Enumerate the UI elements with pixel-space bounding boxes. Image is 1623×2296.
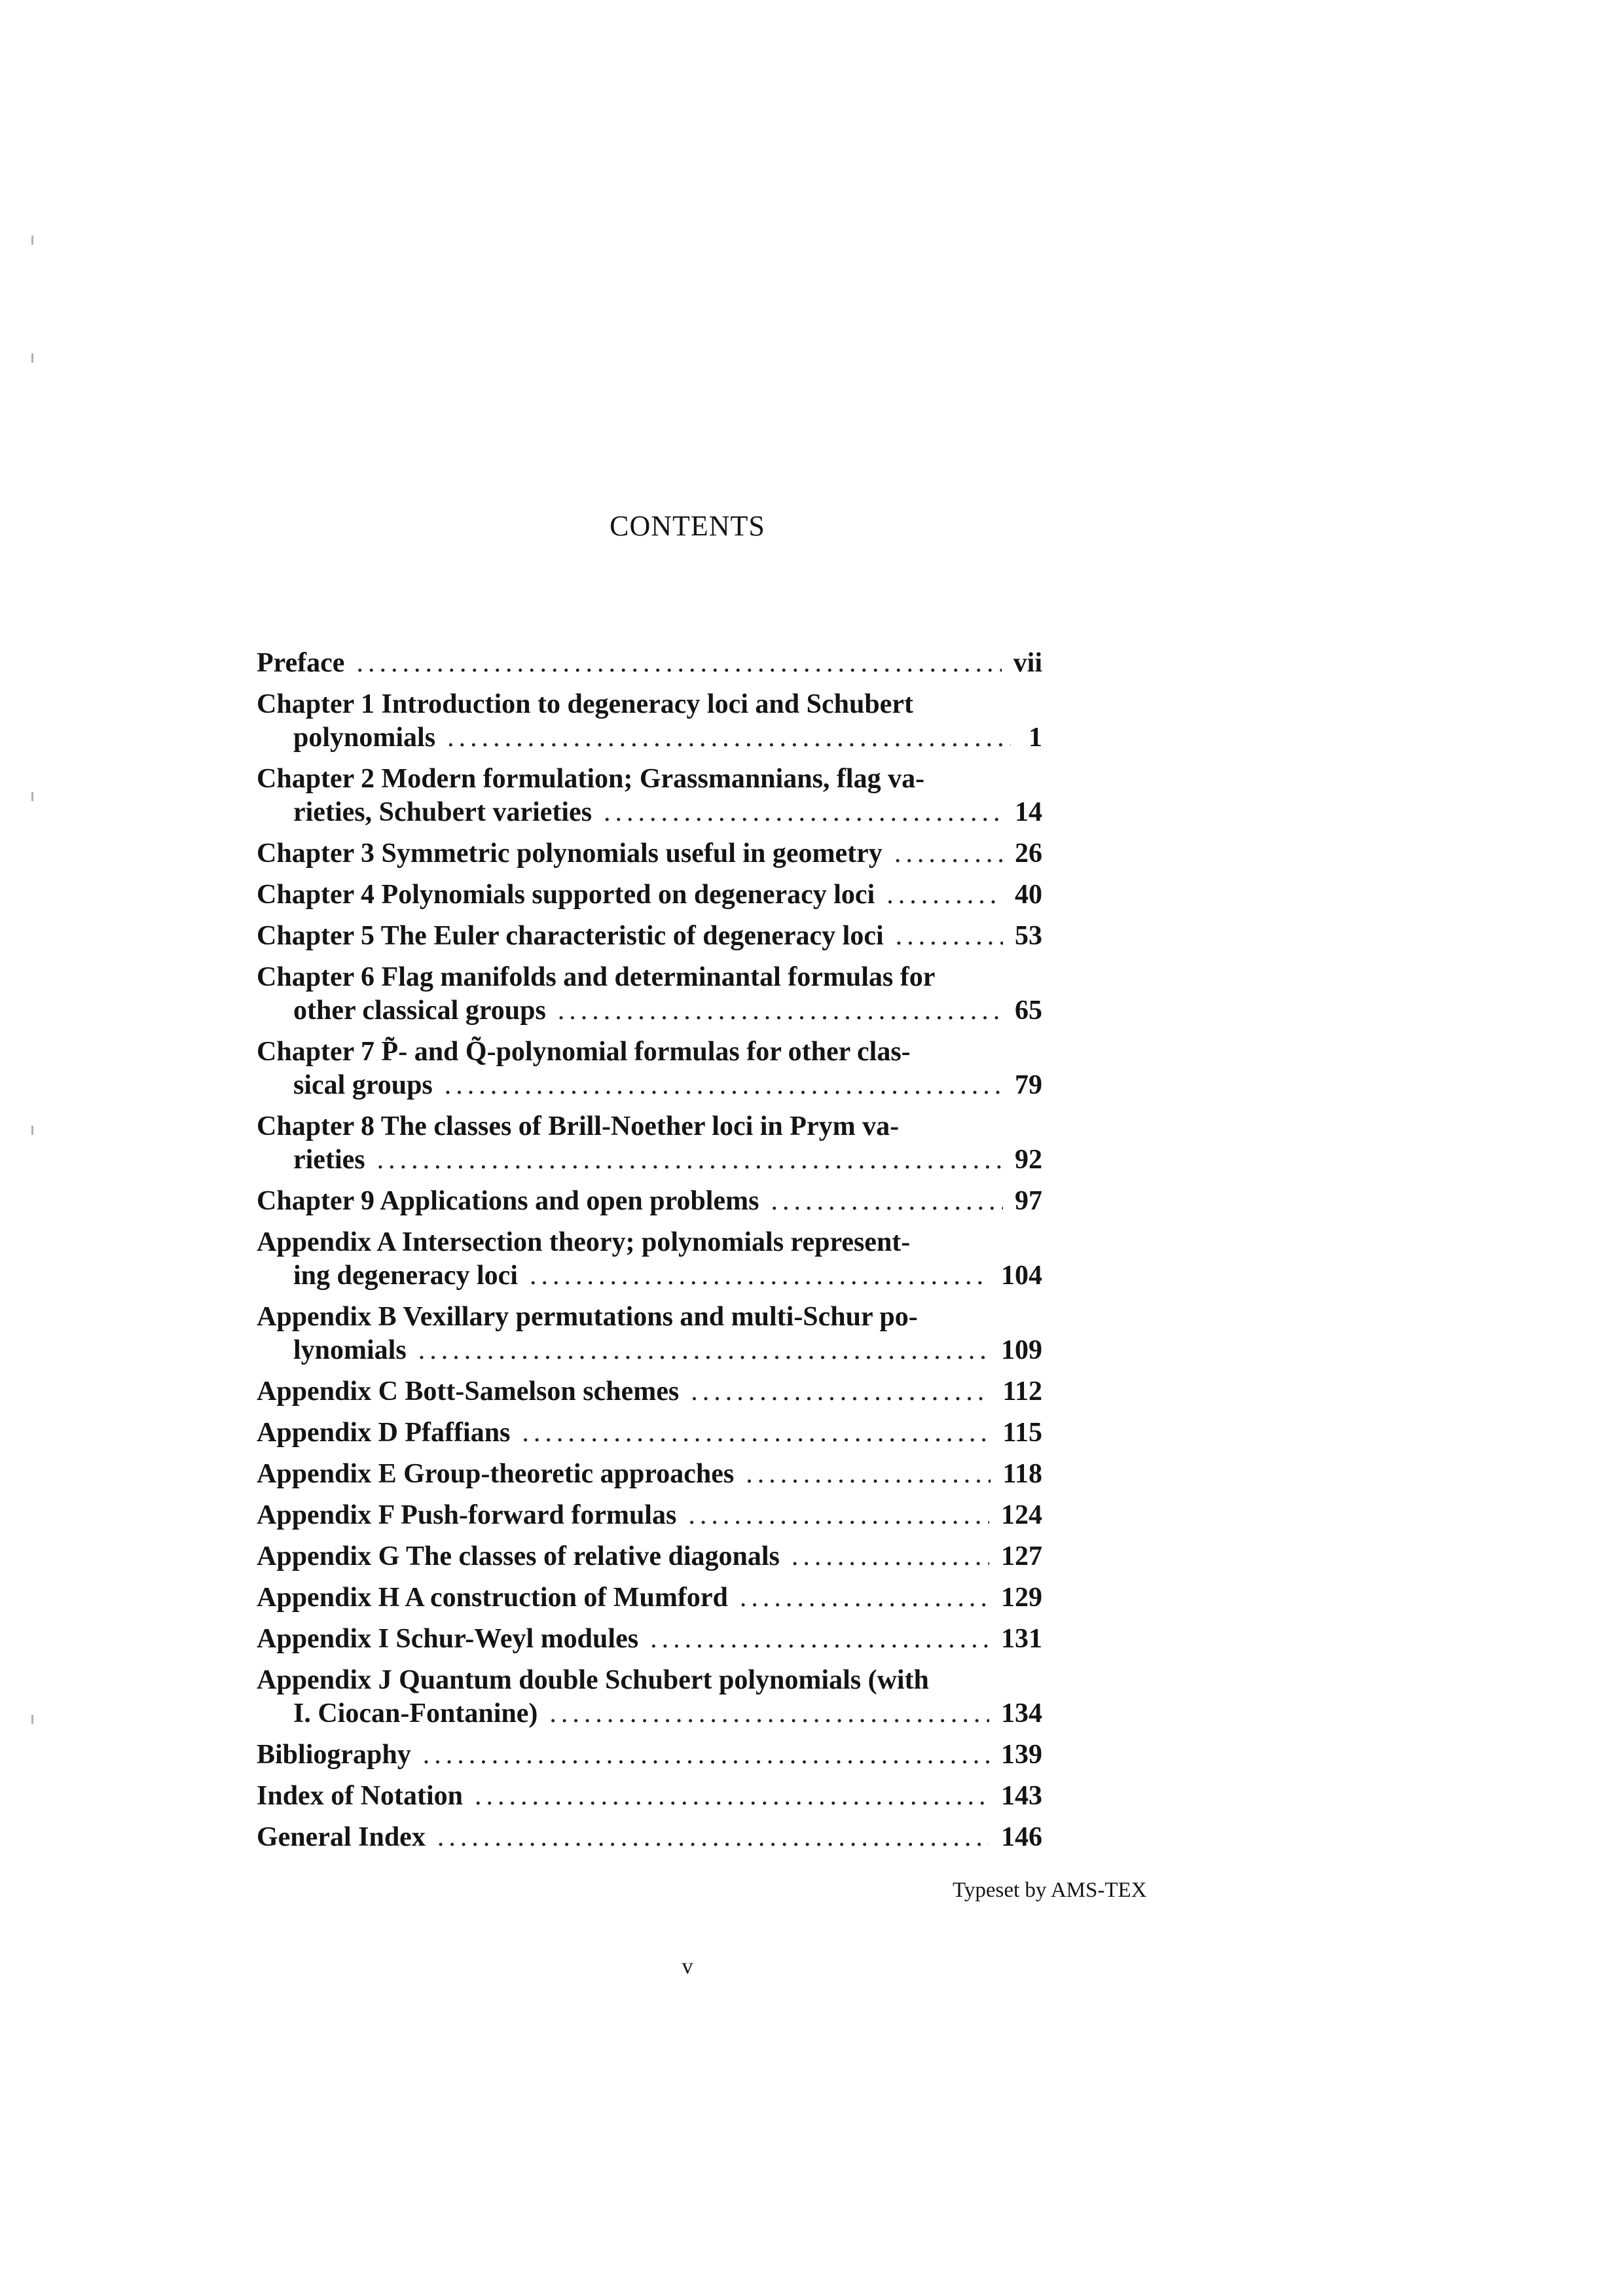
toc-entry-page: 26 bbox=[1015, 838, 1042, 869]
toc-entry bbox=[257, 1300, 1042, 1367]
dot-leader bbox=[792, 1540, 989, 1573]
toc-entry-page: 40 bbox=[1015, 880, 1042, 910]
toc-entry-page: 124 bbox=[1001, 1500, 1042, 1530]
toc-entry-page: 143 bbox=[1001, 1781, 1042, 1811]
toc-entry-page: 118 bbox=[1002, 1459, 1042, 1489]
toc-entry-title: Appendix I Schur-Weyl modules bbox=[257, 1624, 639, 1654]
toc-entry bbox=[257, 878, 1042, 912]
toc-entry-title: Index of Notation bbox=[257, 1781, 464, 1811]
toc-entry bbox=[257, 1499, 1042, 1532]
toc-entry-page: 97 bbox=[1015, 1186, 1042, 1216]
dot-leader bbox=[896, 920, 1003, 953]
toc-entry-page: 104 bbox=[1001, 1261, 1042, 1291]
toc-entry-title: Appendix J Quantum double Schubert polynomials (with bbox=[257, 1665, 929, 1695]
toc-entry-title: Appendix H A construction of Mumford bbox=[257, 1583, 728, 1613]
toc-entry-title: Appendix D Pfaffians bbox=[257, 1418, 511, 1448]
toc-entry-title-continuation: I. Ciocan-Fontanine) bbox=[293, 1698, 538, 1729]
toc-entry-title: Chapter 8 The classes of Brill-Noether loci in Prym va- bbox=[257, 1111, 900, 1141]
toc-entry-page: 115 bbox=[1002, 1418, 1042, 1448]
dot-leader bbox=[377, 1143, 1003, 1177]
toc-entry-title-continuation: ing degeneracy loci bbox=[293, 1261, 518, 1291]
toc-entry-title: Chapter 5 The Euler characteristic of degeneracy loci bbox=[257, 921, 884, 951]
typeset-colophon: Typeset by AMS-TEX bbox=[953, 1878, 1147, 1902]
toc-entry-title: Appendix B Vexillary permutations and multi-Schur po- bbox=[257, 1302, 918, 1332]
toc-entry bbox=[257, 1416, 1042, 1450]
toc-entry bbox=[257, 1185, 1042, 1218]
dot-leader bbox=[418, 1334, 989, 1367]
toc-entry bbox=[257, 1581, 1042, 1615]
toc-entry-page: 127 bbox=[1001, 1541, 1042, 1571]
toc-entry bbox=[257, 1821, 1042, 1854]
toc-entry-title: Chapter 2 Modern formulation; Grassmannians, flag va- bbox=[257, 764, 925, 794]
toc-entry bbox=[257, 837, 1042, 870]
toc-entry bbox=[257, 1458, 1042, 1491]
toc-entry-title: General Index bbox=[257, 1822, 426, 1852]
toc-entry-page: 129 bbox=[1001, 1583, 1042, 1613]
toc-entry-title-continuation: other classical groups bbox=[293, 996, 546, 1026]
dot-leader bbox=[530, 1259, 989, 1293]
table-of-contents bbox=[257, 647, 1042, 1862]
dot-leader bbox=[650, 1623, 989, 1656]
toc-entry bbox=[257, 1110, 1042, 1177]
toc-entry bbox=[257, 1540, 1042, 1573]
toc-entry-page: 14 bbox=[1015, 797, 1042, 827]
toc-entry bbox=[257, 1664, 1042, 1731]
dot-leader bbox=[558, 994, 1003, 1028]
dot-leader bbox=[549, 1697, 989, 1731]
toc-entry bbox=[257, 647, 1042, 680]
page-number: v bbox=[682, 1954, 693, 1979]
dot-leader bbox=[886, 878, 1003, 912]
dot-leader bbox=[423, 1738, 989, 1772]
toc-entry-page: 139 bbox=[1001, 1740, 1042, 1770]
toc-entry-title: Appendix F Push-forward formulas bbox=[257, 1500, 677, 1530]
toc-entry bbox=[257, 1375, 1042, 1408]
toc-entry bbox=[257, 1780, 1042, 1813]
toc-entry-title-continuation: polynomials bbox=[293, 723, 436, 753]
toc-entry-title: Appendix E Group-theoretic approaches bbox=[257, 1459, 735, 1489]
toc-entry-page: 53 bbox=[1015, 921, 1042, 951]
toc-entry bbox=[257, 920, 1042, 953]
dot-leader bbox=[894, 837, 1003, 870]
toc-entry-title: Chapter 4 Polynomials supported on degeneracy loci bbox=[257, 880, 875, 910]
toc-entry bbox=[257, 688, 1042, 755]
toc-entry-title: Chapter 1 Introduction to degeneracy loci and Schubert bbox=[257, 689, 913, 719]
toc-entry-title-continuation: sical groups bbox=[293, 1070, 433, 1100]
toc-entry bbox=[257, 1738, 1042, 1772]
toc-entry-title: Chapter 3 Symmetric polynomials useful in geometry bbox=[257, 838, 883, 869]
toc-entry-page: 131 bbox=[1001, 1624, 1042, 1654]
dot-leader bbox=[746, 1458, 991, 1491]
toc-entry-page: vii bbox=[1013, 648, 1042, 678]
toc-entry bbox=[257, 1035, 1042, 1102]
toc-entry-title-continuation: rieties, Schubert varieties bbox=[293, 797, 593, 827]
toc-entry-title: Chapter 9 Applications and open problems bbox=[257, 1186, 759, 1216]
toc-entry-title-continuation: lynomials bbox=[293, 1335, 407, 1365]
dot-leader bbox=[475, 1780, 989, 1813]
toc-entry bbox=[257, 961, 1042, 1028]
dot-leader bbox=[437, 1821, 989, 1854]
toc-entry-title: Bibliography bbox=[257, 1740, 411, 1770]
toc-entry-title-continuation: rieties bbox=[293, 1145, 365, 1175]
toc-entry-title: Appendix C Bott-Samelson schemes bbox=[257, 1376, 680, 1407]
dot-leader bbox=[447, 721, 1011, 755]
toc-entry-title: Chapter 6 Flag manifolds and determinantal formulas for bbox=[257, 962, 936, 992]
toc-entry-page: 1 bbox=[1029, 723, 1042, 753]
toc-entry-page: 134 bbox=[1001, 1698, 1042, 1729]
dot-leader bbox=[691, 1375, 991, 1408]
dot-leader bbox=[356, 647, 1001, 680]
toc-entry-title: Preface bbox=[257, 648, 345, 678]
toc-entry-title: Chapter 7 P̃- and Q̃-polynomial formulas for other clas- bbox=[257, 1037, 911, 1067]
page-title: CONTENTS bbox=[610, 510, 765, 542]
toc-entry-page: 92 bbox=[1015, 1145, 1042, 1175]
dot-leader bbox=[604, 796, 1003, 829]
toc-entry-page: 65 bbox=[1015, 996, 1042, 1026]
toc-entry bbox=[257, 1226, 1042, 1293]
toc-entry-page: 112 bbox=[1002, 1376, 1042, 1407]
toc-entry-page: 109 bbox=[1001, 1335, 1042, 1365]
dot-leader bbox=[688, 1499, 989, 1532]
toc-entry-title: Appendix A Intersection theory; polynomials represent- bbox=[257, 1227, 911, 1257]
toc-entry-page: 146 bbox=[1001, 1822, 1042, 1852]
toc-entry bbox=[257, 1623, 1042, 1656]
dot-leader bbox=[522, 1416, 991, 1450]
dot-leader bbox=[445, 1069, 1003, 1102]
dot-leader bbox=[740, 1581, 989, 1615]
toc-entry bbox=[257, 762, 1042, 829]
toc-entry-page: 79 bbox=[1015, 1070, 1042, 1100]
dot-leader bbox=[771, 1185, 1003, 1218]
toc-entry-title: Appendix G The classes of relative diagonals bbox=[257, 1541, 780, 1571]
